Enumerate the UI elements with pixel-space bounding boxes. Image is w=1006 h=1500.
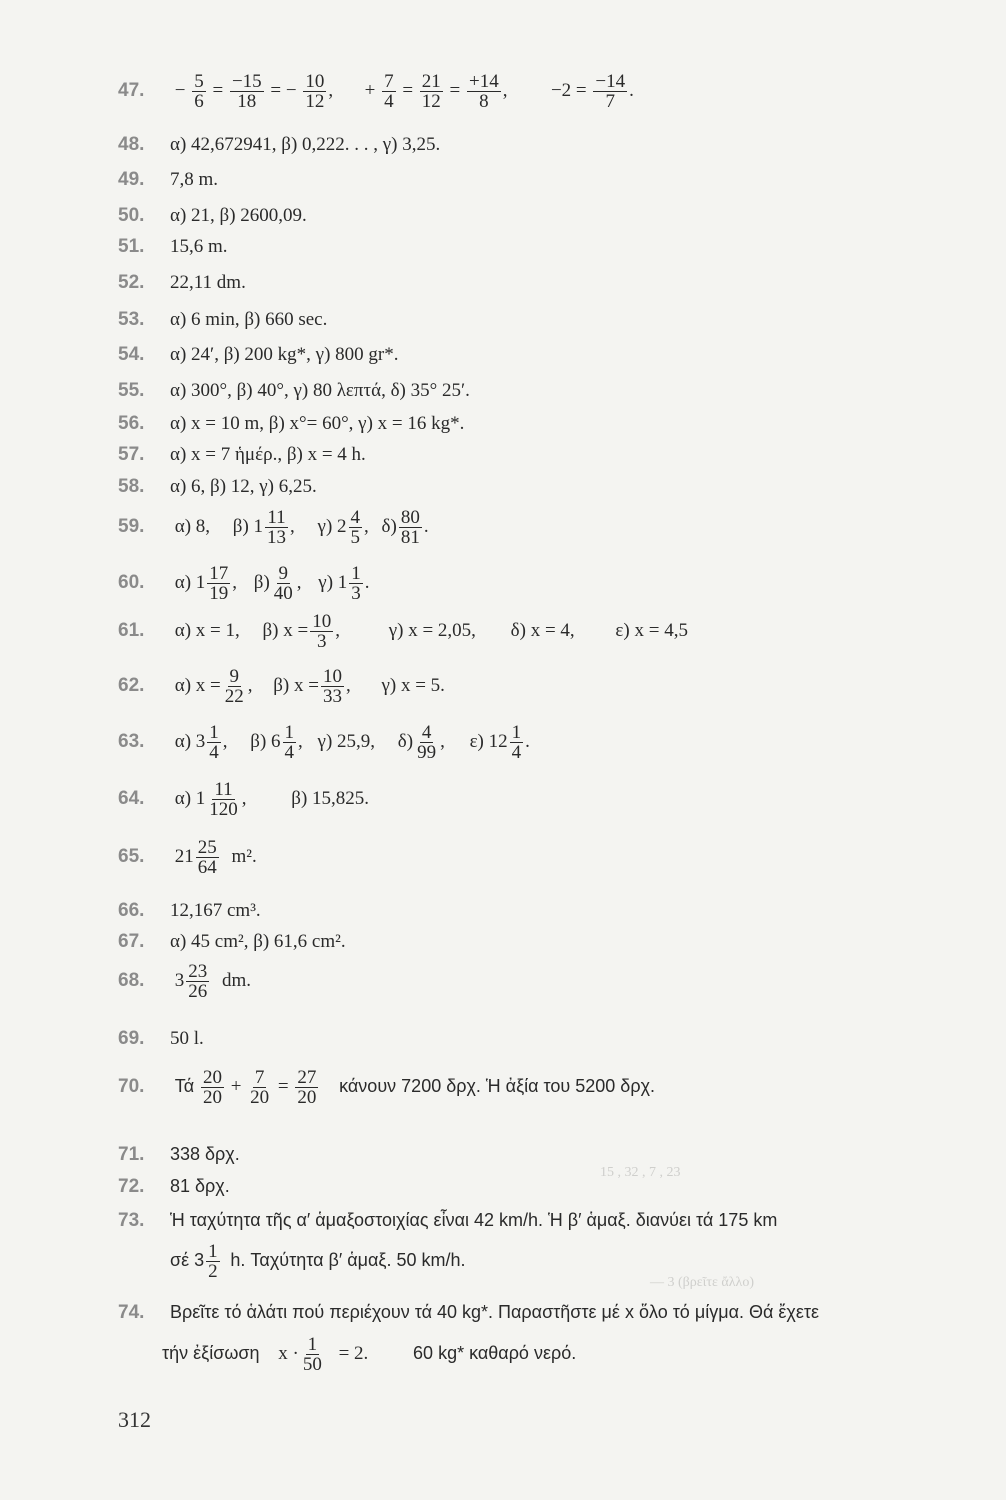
item-number: 48. <box>118 134 145 155</box>
answer-72 <box>118 1175 230 1198</box>
answer-48 <box>118 134 440 156</box>
fraction: $\frac{21}{12}$ <box>421 71 441 112</box>
fraction: $\frac{1}{4}$ <box>209 722 219 763</box>
answer-text: α) x = 7 ἡμέρ., β) x = 4 h. <box>170 444 366 465</box>
item-number: 71. <box>118 1144 145 1165</box>
item-number: 51. <box>118 236 145 257</box>
fraction: $\frac{80}{81}$ <box>400 507 420 548</box>
fraction: $\frac{7}{20}$ <box>250 1067 270 1108</box>
answer-52 <box>118 272 246 294</box>
fraction: $\frac{10}{12}$ <box>305 71 325 112</box>
item-number: 50. <box>118 205 145 226</box>
answer-64: 64. α) 1 $\frac{11}{120}$ , β) 15,825. <box>118 779 370 820</box>
answer-59: 59. α) 8, β) 1 $\frac{11}{13}$ , γ) 2 $\frac{4}{5}$ , δ) $\frac{80}{81}$ . <box>118 507 429 548</box>
answer-58 <box>118 476 317 498</box>
answer-text: α) 6, β) 12, γ) 6,25. <box>170 476 317 497</box>
answer-text: Ἡ ταχύτητα τῆς α′ ἁμαξοστοιχίας εἶναι 42 km/h. Ἡ β′ ἁμαξ. διανύει τά 175 km <box>170 1210 778 1230</box>
item-number: 58. <box>118 476 145 497</box>
answer-66 <box>118 900 261 922</box>
fraction: $\frac{11}{13}$ <box>267 507 287 548</box>
fraction: $\frac{9}{22}$ <box>224 666 244 707</box>
fraction: $\frac{-15}{18}$ <box>231 71 262 112</box>
answer-61: 61. α) x = 1, β) x = $\frac{10}{3}$ , γ) x = 2,05, δ) x = 4, ε) x = 4,5 <box>118 611 688 652</box>
answer-text: 7,8 m. <box>170 169 219 190</box>
item-number: 53. <box>118 309 145 330</box>
bleed-through-decoration: — 3 (βρεῖτε ἄλλο) <box>650 1275 754 1290</box>
item-number: 66. <box>118 900 145 921</box>
item-number: 69. <box>118 1028 145 1049</box>
answer-71 <box>118 1143 240 1166</box>
answer-74 <box>118 1301 819 1324</box>
answer-73-line2: σέ 3 $\frac{1}{2}$ h. Ταχύτητα β′ ἁμαξ. 50 km/h. <box>170 1241 466 1282</box>
answer-text: α) 6 min, β) 660 sec. <box>170 309 328 330</box>
answer-53 <box>118 309 327 331</box>
answer-55 <box>118 380 470 402</box>
fraction: $\frac{4}{5}$ <box>350 507 361 548</box>
item-number: 74. <box>118 1302 145 1323</box>
page-number: 312 <box>118 1407 151 1432</box>
item-number: 65. <box>118 845 145 867</box>
answer-text: α) x = 10 m, β) x°= 60°, γ) x = 16 kg*. <box>170 413 465 434</box>
answer-text: α) 45 cm², β) 61,6 cm². <box>170 931 346 952</box>
fraction: $\frac{7}{4}$ <box>384 71 394 112</box>
answer-text: 12,167 cm³. <box>170 900 261 921</box>
fraction: $\frac{20}{20}$ <box>202 1067 222 1108</box>
item-number: 61. <box>118 619 145 641</box>
fraction: $\frac{1}{50}$ <box>302 1334 322 1375</box>
item-number: 49. <box>118 169 145 190</box>
answer-70: 70. Τά $\frac{20}{20}$ + $\frac{7}{20}$ = $\frac{27}{20}$ κάνουν 7200 δρχ. Ἡ ἀξία του 5200 δρχ. <box>118 1067 656 1108</box>
answer-text: α) 300°, β) 40°, γ) 80 λεπτά, δ) 35° 25′. <box>170 380 470 401</box>
answer-60: 60. α) 1 $\frac{17}{19}$ , β) $\frac{9}{40}$ , γ) 1 $\frac{1}{3}$ . <box>118 563 370 604</box>
item-number: 72. <box>118 1176 145 1197</box>
fraction: $\frac{17}{19}$ <box>209 563 229 604</box>
bleed-through-decoration: 15 , 32 , 7 , 23 <box>600 1165 681 1180</box>
answer-text: 15,6 m. <box>170 236 228 257</box>
item-number: 55. <box>118 380 145 401</box>
answer-57 <box>118 444 366 466</box>
answer-67 <box>118 931 346 953</box>
item-number: 52. <box>118 272 145 293</box>
fraction: $\frac{10}{3}$ <box>312 611 332 652</box>
answer-74-line2: τήν ἐξίσωση x · $\frac{1}{50}$ = 2. 60 kg* καθαρό νερό. <box>162 1334 577 1375</box>
item-number: 62. <box>118 674 145 696</box>
fraction: $\frac{1}{4}$ <box>511 722 522 763</box>
fraction: $\frac{11}{120}$ <box>209 779 238 820</box>
answer-text: 338 δρχ. <box>170 1144 240 1164</box>
item-number: 73. <box>118 1210 145 1231</box>
fraction: $\frac{-14}{7}$ <box>595 71 626 112</box>
item-number: 56. <box>118 413 145 434</box>
answer-text: 22,11 dm. <box>170 272 246 293</box>
fraction: $\frac{9}{40}$ <box>273 563 293 604</box>
fraction: $\frac{25}{64}$ <box>197 837 217 878</box>
answer-text: α) 42,672941, β) 0,222. . . , γ) 3,25. <box>170 134 441 155</box>
answer-62: 62. α) x = $\frac{9}{22}$ , β) x = $\frac{10}{33}$ , γ) x = 5. <box>118 666 445 707</box>
fraction: $\frac{+14}{8}$ <box>469 71 499 112</box>
fraction: $\frac{4}{99}$ <box>417 722 437 763</box>
item-number: 47. <box>118 79 145 101</box>
answer-47: 47. − $\frac{5}{6}$ = $\frac{-15}{18}$ = − $\frac{10}{12}$ , + $\frac{7}{4}$ = $\frac{21}{12}$ = $\frac{+14}{8}$ , −2 = $\frac{-14}{7}$ . <box>118 71 634 112</box>
answer-text: α) 21, β) 2600,09. <box>170 205 307 226</box>
answer-73 <box>118 1209 777 1232</box>
fraction: $\frac{1}{4}$ <box>284 722 295 763</box>
answer-text: Βρεῖτε τό ἁλάτι πού περιέχουν τά 40 kg*. Παραστῆστε μέ x ὅλο τό μίγμα. Θά ἔχετε <box>170 1302 820 1322</box>
item-number: 54. <box>118 344 145 365</box>
answer-50 <box>118 205 307 227</box>
answer-text: α) 24′, β) 200 kg*, γ) 800 gr*. <box>170 344 399 365</box>
item-number: 57. <box>118 444 145 465</box>
fraction: $\frac{10}{33}$ <box>322 666 342 707</box>
answer-54 <box>118 344 398 366</box>
item-number: 59. <box>118 515 145 537</box>
item-number: 60. <box>118 571 145 593</box>
answer-49 <box>118 169 218 191</box>
answer-text: 50 l. <box>170 1028 204 1049</box>
fraction: $\frac{23}{26}$ <box>188 961 208 1002</box>
fraction: $\frac{1}{2}$ <box>208 1241 218 1282</box>
answer-68: 68. 3 $\frac{23}{26}$ dm. <box>118 961 252 1002</box>
fraction: $\frac{1}{3}$ <box>351 563 361 604</box>
item-number: 70. <box>118 1075 145 1097</box>
fraction: $\frac{27}{20}$ <box>297 1067 317 1108</box>
answer-69 <box>118 1028 204 1050</box>
item-number: 67. <box>118 931 145 952</box>
answer-56 <box>118 413 464 435</box>
item-number: 63. <box>118 730 145 752</box>
item-number: 64. <box>118 787 145 809</box>
fraction: $\frac{5}{6}$ <box>194 71 204 112</box>
answer-65: 65. 21 $\frac{25}{64}$ m². <box>118 837 257 878</box>
item-number: 68. <box>118 969 145 991</box>
answer-63: 63. α) 3 $\frac{1}{4}$ , β) 6 $\frac{1}{4}$ , γ) 25,9, δ) $\frac{4}{99}$ , ε) 12 $\frac{1}{4}$ . <box>118 722 530 763</box>
answer-text: 81 δρχ. <box>170 1176 230 1196</box>
answer-51 <box>118 236 228 258</box>
